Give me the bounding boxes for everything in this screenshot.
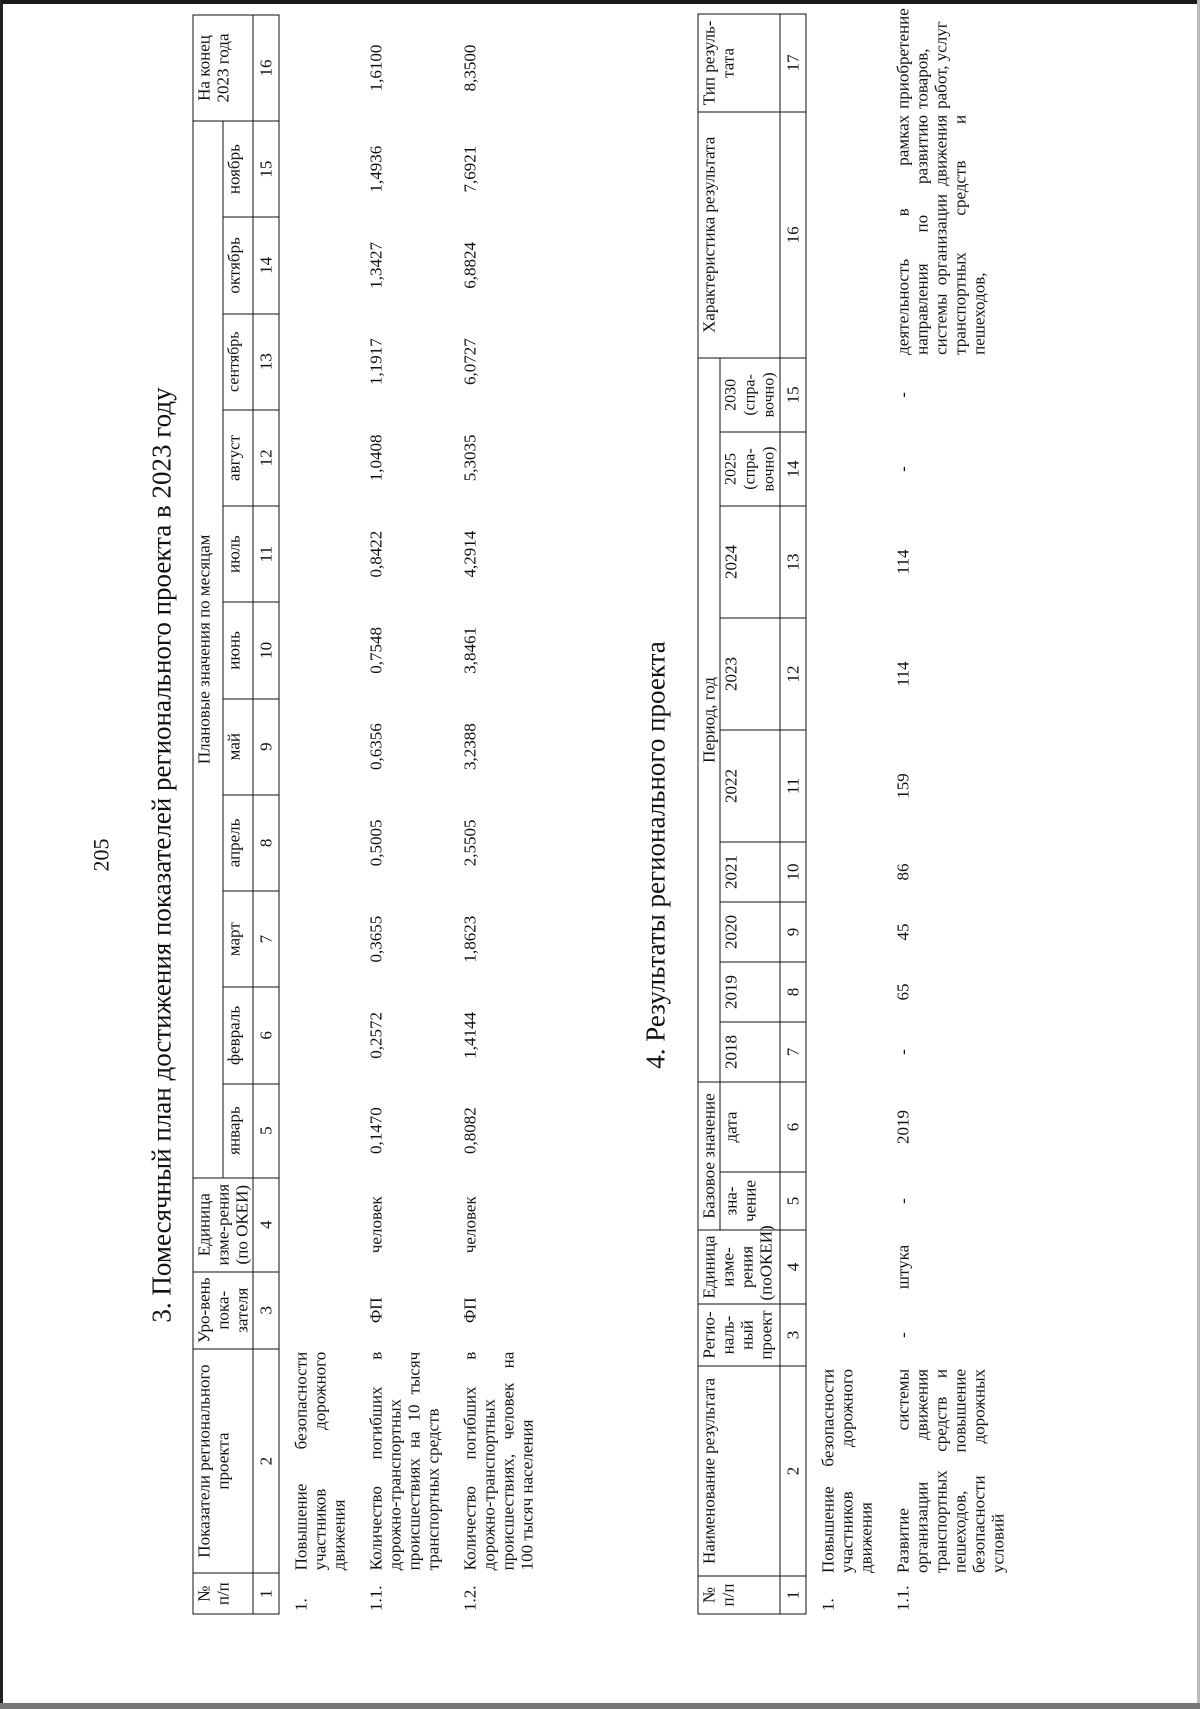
- row-value: 1,6100: [366, 44, 385, 91]
- header-month: сентябрь: [223, 313, 253, 409]
- table-row: [354, 15, 448, 1614]
- row-value: 1,4144: [460, 1011, 479, 1059]
- row-value: 4,2914: [460, 530, 479, 578]
- col-number: 9: [253, 698, 279, 794]
- header-base-date: дата: [720, 1081, 780, 1171]
- row-value: 7,6921: [460, 145, 479, 193]
- header-result-name: Наименование результата: [698, 1366, 780, 1576]
- header-base: Базовое значение: [698, 1081, 720, 1229]
- header-year: 2018: [720, 1021, 780, 1081]
- col-number: 17: [780, 13, 806, 111]
- row-value: 6,8824: [460, 241, 479, 289]
- row-characteristic: деятельность в рамках направления по развитию системы организации движения транспортных средств и пешеходов,: [893, 114, 988, 355]
- col-number: 12: [780, 617, 806, 729]
- header-characteristic: Характеристика результата: [698, 111, 780, 357]
- row-value: 0,1470: [366, 1106, 385, 1154]
- header-level: Уро-вень пока-зателя: [193, 1271, 253, 1348]
- row-value: 0,8082: [460, 1106, 479, 1154]
- column-number-row: [780, 13, 806, 1613]
- row-regional: -: [893, 1331, 912, 1338]
- row-indicator-name: Количество погибших в дорожно-транспортных происшествиях, человек на 100 тысяч населения: [460, 1351, 536, 1570]
- header-month: февраль: [223, 987, 253, 1083]
- header-year: 2019: [720, 961, 780, 1021]
- row-unit: человек: [460, 1195, 479, 1253]
- row-unit: человек: [366, 1195, 385, 1253]
- header-period: Период, год: [698, 357, 720, 1081]
- col-number: 16: [253, 15, 279, 121]
- row-num: 1.2.: [460, 1585, 479, 1611]
- col-number: 4: [253, 1177, 279, 1271]
- col-number: 15: [253, 121, 279, 217]
- col-number: 14: [253, 217, 279, 313]
- table-row: [881, 13, 1013, 1613]
- col-number: 12: [253, 409, 279, 505]
- col-number: 2: [780, 1366, 806, 1576]
- col-number: 14: [780, 431, 806, 505]
- table-row: [806, 13, 882, 1613]
- row-value: 1,4936: [366, 145, 385, 193]
- col-number: 16: [780, 111, 806, 357]
- col-number: 1: [253, 1573, 279, 1614]
- row-value: 0,3655: [366, 915, 385, 963]
- row-value: 1,3427: [366, 241, 385, 289]
- row-year-value: 159: [893, 772, 912, 799]
- header-base-value: зна-чение: [720, 1172, 780, 1230]
- row-value: 0,6356: [366, 722, 385, 770]
- row-indicator-name: Повышение безопасности участников дорожного движения: [291, 1351, 348, 1570]
- row-num: 1.1.: [366, 1585, 385, 1611]
- header-planned: Плановые значения по месяцам: [193, 121, 223, 1178]
- header-year: 2021: [720, 841, 780, 901]
- col-number: 10: [253, 602, 279, 698]
- col-number: 8: [253, 794, 279, 890]
- row-num: 1.: [818, 1597, 837, 1611]
- column-number-row: [253, 15, 279, 1614]
- row-unit: штука: [893, 1244, 912, 1289]
- row-value: 5,3035: [460, 434, 479, 481]
- col-number: 7: [253, 891, 279, 987]
- row-type: приобретение товаров, работ, услуг: [893, 7, 950, 109]
- row-num: 1.1.: [893, 1585, 912, 1611]
- col-number: 3: [780, 1304, 806, 1366]
- col-number: 7: [780, 1021, 806, 1081]
- row-year-value: 114: [893, 549, 912, 574]
- table-row: [448, 15, 542, 1614]
- col-number: 4: [780, 1230, 806, 1304]
- header-unit: Единица изме-рения (по ОКЕИ): [193, 1177, 253, 1271]
- col-number: 15: [780, 357, 806, 431]
- col-number: 5: [253, 1083, 279, 1177]
- row-value: 0,7548: [366, 626, 385, 674]
- col-number: 13: [253, 313, 279, 409]
- row-value: 0,5005: [366, 819, 385, 866]
- col-number: 6: [253, 987, 279, 1083]
- header-year-end: На конец 2023 года: [193, 15, 253, 121]
- row-base-date: 2019: [893, 1109, 912, 1144]
- header-month: июнь: [223, 602, 253, 698]
- row-indicator-name: Количество погибших в дорожно-транспортных происшествиях на 10 тысяч транспортных средств: [366, 1351, 442, 1570]
- table-row: [279, 15, 355, 1614]
- row-value: 1,0408: [366, 434, 385, 481]
- header-unit: Единица изме-рения (поОКЕИ): [698, 1230, 780, 1304]
- header-month: ноябрь: [223, 121, 253, 217]
- header-month: август: [223, 409, 253, 505]
- row-value: 6,0727: [460, 337, 479, 385]
- col-number: 11: [253, 506, 279, 602]
- header-indicator: Показатели регионального проекта: [193, 1348, 253, 1573]
- row-level: ФП: [460, 1296, 479, 1323]
- col-number: 10: [780, 841, 806, 901]
- header-year: 2022: [720, 729, 780, 841]
- header-month: май: [223, 698, 253, 794]
- monthly-plan-table: [192, 14, 542, 1614]
- header-num: № п/п: [698, 1576, 780, 1614]
- header-month: апрель: [223, 794, 253, 890]
- row-value: 0,2572: [366, 1011, 385, 1059]
- row-year-value: 114: [893, 661, 912, 686]
- header-num: № п/п: [193, 1573, 253, 1614]
- row-level: ФП: [366, 1296, 385, 1323]
- col-number: 8: [780, 961, 806, 1021]
- section4-title: 4. Результаты регионального проекта: [640, 640, 670, 1069]
- row-value: 3,8461: [460, 626, 479, 674]
- col-number: 6: [780, 1081, 806, 1171]
- col-number: 5: [780, 1172, 806, 1230]
- row-year-value: -: [893, 465, 912, 472]
- row-result-name: Развитие системы организации движения транспортных средств и пешеходов, повышение безопасности дорожных условий: [893, 1368, 1007, 1573]
- row-year-value: 45: [893, 922, 912, 940]
- row-base-value: -: [893, 1197, 912, 1204]
- col-number: 9: [780, 901, 806, 961]
- row-year-value: -: [893, 1048, 912, 1055]
- row-value: 2,5505: [460, 819, 479, 866]
- results-table: [697, 7, 1013, 1614]
- header-year: 2025 (спра-вочно): [720, 431, 780, 505]
- header-year: 2023: [720, 617, 780, 729]
- header-regional: Регио-наль-ный проект: [698, 1304, 780, 1366]
- header-month: январь: [223, 1083, 253, 1177]
- row-value: 0,8422: [366, 530, 385, 578]
- page-number: 205: [88, 838, 113, 871]
- row-value: 3,2388: [460, 722, 479, 770]
- row-num: 1.: [291, 1597, 310, 1611]
- header-month: июль: [223, 506, 253, 602]
- header-year: 2024: [720, 505, 780, 617]
- header-year: 2030 (спра-вочно): [720, 357, 780, 431]
- row-year-value: 86: [893, 862, 912, 880]
- col-number: 2: [253, 1348, 279, 1573]
- header-year: 2020: [720, 901, 780, 961]
- header-month: март: [223, 891, 253, 987]
- row-value: 1,8623: [460, 915, 479, 963]
- row-year-value: -: [893, 391, 912, 398]
- col-number: 13: [780, 505, 806, 617]
- header-type: Тип резуль-тата: [698, 13, 780, 111]
- col-number: 1: [780, 1576, 806, 1614]
- section3-title: 3. Помесячный план достижения показателей регионального проекта в 2023 году: [146, 386, 176, 1323]
- row-value: 1,1917: [366, 337, 385, 385]
- row-year-value: 65: [893, 982, 912, 1000]
- row-value: 8,3500: [460, 44, 479, 91]
- header-month: октябрь: [223, 217, 253, 313]
- row-result-name: Повышение безопасности участников дорожного движения: [818, 1368, 875, 1573]
- col-number: 3: [253, 1271, 279, 1348]
- col-number: 11: [780, 729, 806, 841]
